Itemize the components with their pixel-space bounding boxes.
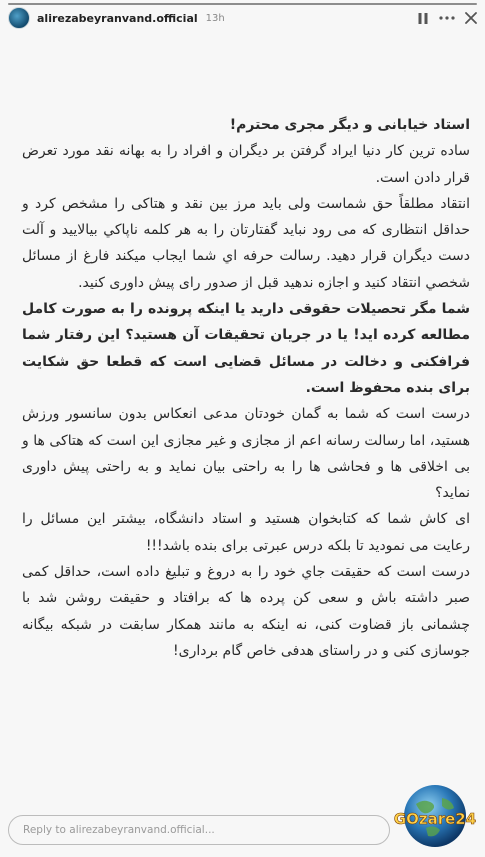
header-controls [417, 12, 477, 25]
close-icon[interactable] [465, 12, 477, 24]
story-text-block [22, 112, 470, 664]
reply-input[interactable] [8, 815, 390, 845]
watermark-text: GOzare24 [393, 810, 477, 828]
more-options-icon[interactable] [439, 15, 455, 21]
watermark-logo [392, 782, 478, 850]
pause-icon[interactable] [417, 12, 429, 25]
post-time: 13h [205, 12, 225, 24]
story-paragraph: استاد خیابانی و دیگر مجری محترم! [229, 117, 470, 133]
avatar[interactable] [8, 7, 30, 29]
story-paragraph: درست است که حقیقت جاي خود را به دروغ و تبلیغ داده است، حداقل کمی صبر داشته باش و سعی کن پرده ها که برافتاد و حقیقت روشن شد با چشمانی باز قضاوت کنی، نه اینکه به مانند همکار سابقت در شبکه بیگانه جوسازی کنی و در راستای هدفی خاص گام برداری! [22, 564, 470, 659]
story-header [8, 6, 477, 30]
story-paragraph: شما مگر تحصیلات حقوقی دارید یا اینکه پرونده را به صورت کامل مطالعه کرده اید! یا در جریان تحقیقات آن هستید؟ این رفتار شما فرافکنی و دخالت در مسائل قضایی است که قطعا حق شکایت برای بنده محفوظ است. [22, 301, 470, 396]
username[interactable]: alirezabeyranvand.official [37, 11, 198, 25]
story-paragraph: ای کاش شما که کتابخوان هستید و استاد دانشگاه، بیشتر این مسائل را رعایت می نمودید تا بلکه درس عبرتی برای بنده باشد!!! [22, 511, 470, 554]
story-paragraph: درست است که شما به گمان خودتان مدعی انعکاس بدون سانسور ورزش هستید، اما رسالت رسانه اعم از مجازی و غیر مجازی این است که هتاکی ها و بی اخلاقی ها و فحاشی ها را به راحتی بیان نماید و به راحتی پیش داوری نماید؟ [22, 406, 470, 502]
story-progress-bar [8, 3, 477, 5]
story-paragraph: ساده ترین کار دنیا ایراد گرفتن بر دیگران و افراد را به بهانه نقد مورد تعرض قرار دادن است. [22, 143, 470, 186]
story-progress-fill [8, 3, 477, 5]
story-paragraph: انتقاد مطلقاً حق شماست ولی باید مرز بین نقد و هتاکی را مشخص کرد و حداقل انتظاری که می رود نباید گفتارتان را به هر کلمه ناپاکي بیالایید و آلت دست دیگران قرار دهید. رسالت حرفه اي شما ایجاب میکند فارغ از مسائل شخصي انتقاد کنید و اجازه ندهید قبل از صدور رای پیش داوری کنید. [22, 195, 470, 291]
reply-placeholder: Reply to alirezabeyranvand.official... [23, 824, 215, 836]
